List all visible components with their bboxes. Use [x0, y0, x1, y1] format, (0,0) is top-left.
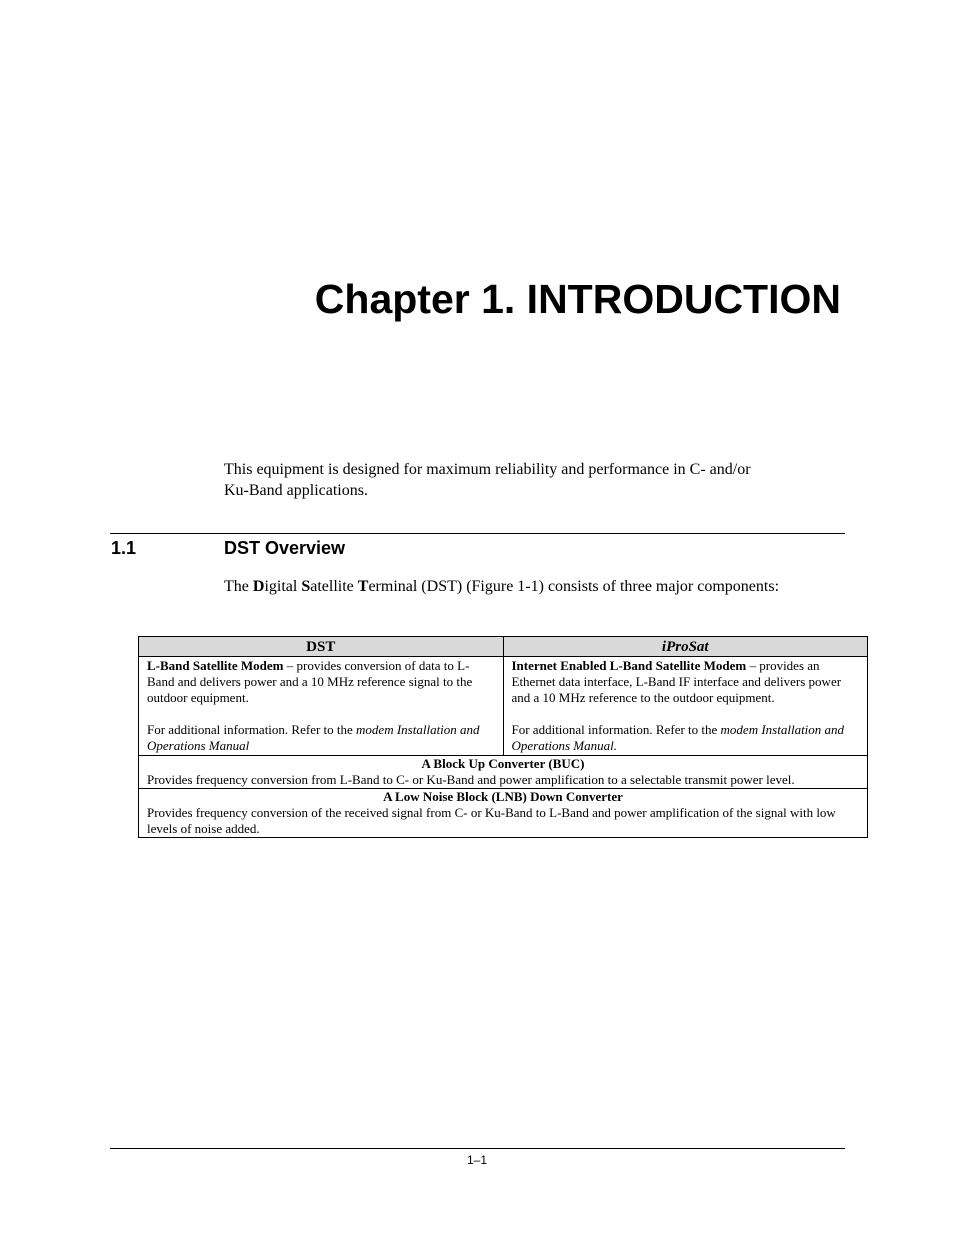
table-row [139, 756, 868, 789]
dst-modem-desc: – provides conversion of data to L-Band and delivers power and a 10 MHz reference signal to the outdoor equipment. [147, 658, 473, 705]
ipro-modem-name: Internet Enabled L-Band Satellite Modem [511, 658, 747, 673]
ipro-manual-ref: modem Installation and Operations Manual. [511, 722, 845, 753]
intro-text: atellite [310, 578, 358, 595]
buc-description: Provides frequency conversion from L-Band to C- or Ku-Band and power amplification to a selectable transmit power level. [147, 772, 795, 787]
intro-paragraph [224, 459, 824, 501]
section-title: DST Overview [224, 538, 346, 558]
chapter-title: Chapter 1. INTRODUCTION [314, 276, 841, 322]
table-row [139, 789, 868, 838]
components-table [138, 636, 868, 838]
section-divider [110, 533, 845, 534]
intro-text: igital [264, 578, 302, 595]
buc-cell [139, 756, 868, 789]
intro-letter-s: S [301, 578, 311, 595]
section-number: 1.1 [111, 538, 137, 558]
intro-text: The [224, 578, 253, 595]
intro-text: erminal (DST) (Figure 1-1) consists of three major components: [368, 578, 780, 595]
intro-letter-t: T [357, 578, 369, 595]
ipro-modem-desc: – provides an Ethernet data interface, L-Band IF interface and delivers power and a 10 MHz reference to the outdoor equipment. [511, 658, 842, 705]
lnb-description: Provides frequency conversion of the received signal from C- or Ku-Band to L-Band and power amplification of the signal with low levels of noise added. [147, 805, 836, 836]
intro-letter-d: D [252, 578, 265, 595]
footer-divider [110, 1148, 845, 1149]
lnb-cell [139, 789, 868, 838]
intro-line-2: Ku-Band applications. [224, 482, 368, 499]
iprosat-cell [503, 657, 868, 756]
dst-manual-ref: modem Installation and Operations Manual [147, 722, 480, 753]
table-header-row [139, 637, 868, 657]
header-dst: DST [139, 637, 504, 657]
dst-modem-name: L-Band Satellite Modem [147, 658, 284, 673]
ipro-info-text: For additional information. Refer to the [511, 722, 721, 737]
section-intro [224, 576, 864, 597]
buc-title: A Block Up Converter (BUC) [421, 756, 585, 771]
table-row [139, 657, 868, 756]
lnb-title: A Low Noise Block (LNB) Down Converter [383, 789, 623, 804]
dst-info-text: For additional information. Refer to the [147, 722, 357, 737]
header-iprosat: iProSat [503, 637, 868, 657]
dst-cell [139, 657, 504, 756]
intro-line-1: This equipment is designed for maximum reliability and performance in C- and/or [224, 461, 751, 478]
page-number: 1–1 [466, 1153, 488, 1167]
